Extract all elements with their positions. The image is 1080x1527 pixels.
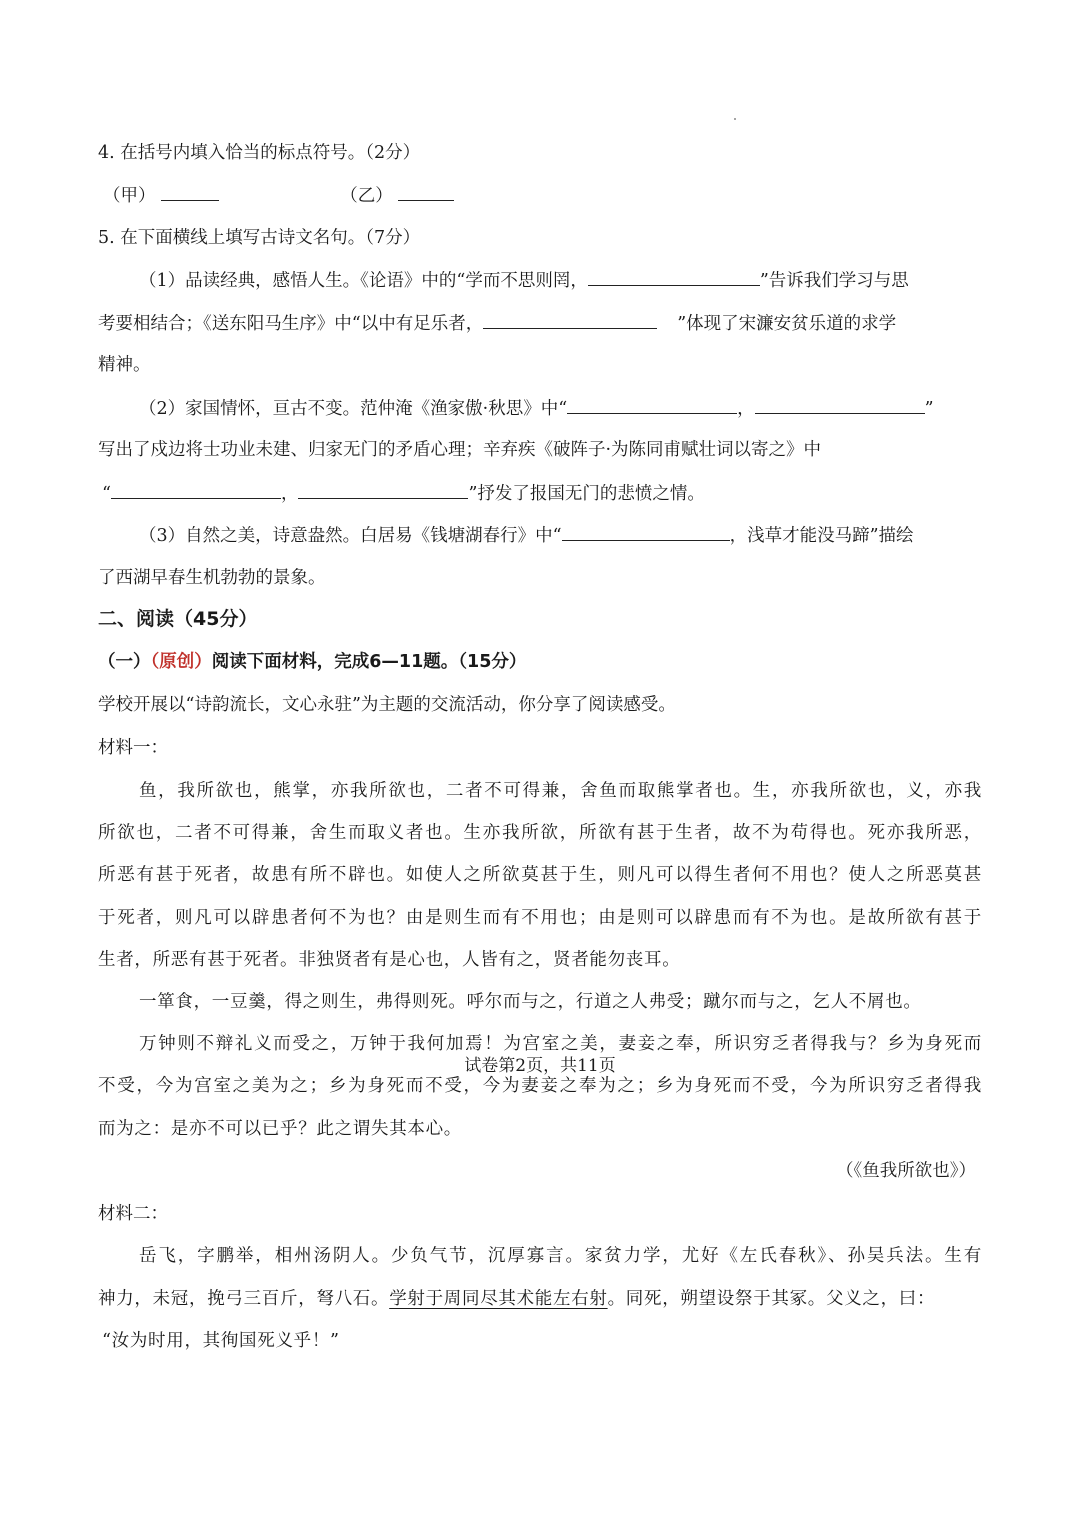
- page-footer: 试卷第2页，共11页: [464, 1056, 616, 1076]
- q4-title: 4. 在括号内填入恰当的标点符号。（2分）: [98, 143, 421, 163]
- material1-line: 万钟则不辩礼义而受之，万钟于我何加焉！为宫室之美，妻妾之奉，所识穷乏者得我与？乡为身死而: [139, 1034, 982, 1054]
- material1-line: 于死者，则凡可以辟患者何不为也？由是则生而有不用也；由是则可以辟患而有不为也。是故所欲有甚于: [98, 908, 982, 928]
- q5-p2-line2: 写出了戍边将士功业未建、归家无门的矛盾心理；辛弃疾《破阵子·为陈同甫赋壮词以寄之》中: [98, 440, 822, 460]
- material2-text-b: 。同死，朔望设祭于其冢。父义之，曰：: [607, 1289, 936, 1309]
- q5-p1-text-b: ”告诉我们学习与思: [759, 271, 909, 291]
- q5-blank-5[interactable]: [111, 481, 281, 499]
- original-tag: （原创）: [150, 652, 212, 672]
- section2-title: 二、阅读（45分）: [98, 608, 258, 630]
- q5-p3-text-a: （3）自然之美，诗意盎然。白居易《钱塘湖春行》中“: [139, 526, 562, 546]
- section2-sub-rest: 阅读下面材料，完成6—11题。（15分）: [211, 652, 527, 672]
- q5-p2-comma: ，: [737, 399, 755, 419]
- material1-line: 鱼，我所欲也，熊掌，亦我所欲也，二者不可得兼，舍鱼而取熊掌者也。生，亦我所欲也，义，亦我: [139, 781, 982, 801]
- material2-line: [98, 1287, 982, 1311]
- material1-line: 所欲也，二者不可得兼，舍生而取义者也。生亦我所欲，所欲有甚于生者，故不为苟得也。死亦我所恶，: [98, 823, 982, 843]
- material1-source: （《鱼我所欲也》）: [836, 1161, 976, 1181]
- q4-answer-row: [103, 183, 982, 208]
- section2-intro: 学校开展以“诗韵流长，文心永驻”为主题的交流活动，你分享了阅读感受。: [98, 695, 676, 715]
- section2-subtitle: [98, 650, 982, 674]
- material2-text-a: 神力，未冠，挽弓三百斤，弩八石。: [98, 1289, 390, 1309]
- material1-line: 不受，今为宫室之美为之；乡为身死而不受，今为妻妾之奉为之；乡为身死而不受，今为所识穷乏者得我: [98, 1076, 982, 1096]
- q5-p2-quote-end: ”: [924, 399, 934, 419]
- q4-jia-blank[interactable]: [161, 183, 219, 201]
- q5-p1-text-a: （1）品读经典，感悟人生。《论语》中的“学而不思则罔，: [139, 271, 588, 291]
- q5-blank-6[interactable]: [298, 481, 468, 499]
- q5-p3-text-b: ，浅草才能没马蹄”描绘: [729, 526, 914, 546]
- q4-yi-blank[interactable]: [398, 183, 454, 201]
- section2-sub-prefix: （一）: [98, 652, 151, 672]
- q5-p3-line1: [98, 523, 982, 548]
- q5-blank-4[interactable]: [755, 396, 925, 414]
- q5-p2-open-quote: “: [102, 484, 111, 504]
- q4-jia-label: （甲）: [103, 186, 156, 206]
- material2-line: 岳飞，字鹏举，相州汤阴人。少负气节，沉厚寡言。家贫力学，尤好《左氏春秋》、孙吴兵法。生有: [139, 1246, 982, 1266]
- q4-yi-label: （乙）: [340, 186, 393, 206]
- material1-label: 材料一：: [98, 738, 168, 758]
- material2-line: “汝为时用，其徇国死义乎！”: [102, 1331, 340, 1351]
- scan-speck: [734, 118, 736, 120]
- material1-line: 生者，所恶有甚于死者。非独贤者有是心也，人皆有之，贤者能勿丧耳。: [98, 950, 681, 970]
- q5-p2-line1: [98, 396, 982, 421]
- q5-blank-2[interactable]: [483, 311, 657, 329]
- q5-p1-line3: 精神。: [98, 355, 151, 375]
- q5-p1-text-d: ”体现了宋濂安贫乐道的求学: [677, 314, 897, 334]
- q5-blank-3[interactable]: [567, 396, 737, 414]
- q5-p1-line1: [98, 268, 982, 293]
- material1-line: 所恶有甚于死者，故患有所不辟也。如使人之所欲莫甚于生，则凡可以得生者何不用也？使人之所恶莫甚: [98, 865, 982, 885]
- q5-title: 5. 在下面横线上填写古诗文名句。（7分）: [98, 228, 421, 248]
- q5-blank-1[interactable]: [588, 268, 760, 286]
- q5-p1-text-c: 考要相结合；《送东阳马生序》中“以中有足乐者，: [98, 314, 484, 334]
- q5-p2-line3: [102, 481, 982, 506]
- material1-line: 而为之：是亦不可以已乎？此之谓失其本心。: [98, 1119, 462, 1139]
- material1-line: 一箪食，一豆羹，得之则生，弗得则死。呼尔而与之，行道之人弗受；蹴尔而与之，乞人不屑也。: [139, 992, 922, 1012]
- q5-blank-7[interactable]: [562, 523, 730, 541]
- q5-p3-line2: 了西湖早春生机勃勃的景象。: [98, 568, 326, 588]
- q5-p2-text-a: （2）家国情怀，亘古不变。范仲淹《渔家傲·秋思》中“: [139, 399, 568, 419]
- q5-p2-text-c: ”抒发了报国无门的悲愤之情。: [468, 484, 705, 504]
- underlined-sentence: 学射于周同尽其术能左右射: [389, 1289, 608, 1309]
- q5-p1-line2: [98, 311, 982, 336]
- q5-p2-comma-2: ，: [280, 484, 299, 504]
- material2-label: 材料二：: [98, 1204, 168, 1224]
